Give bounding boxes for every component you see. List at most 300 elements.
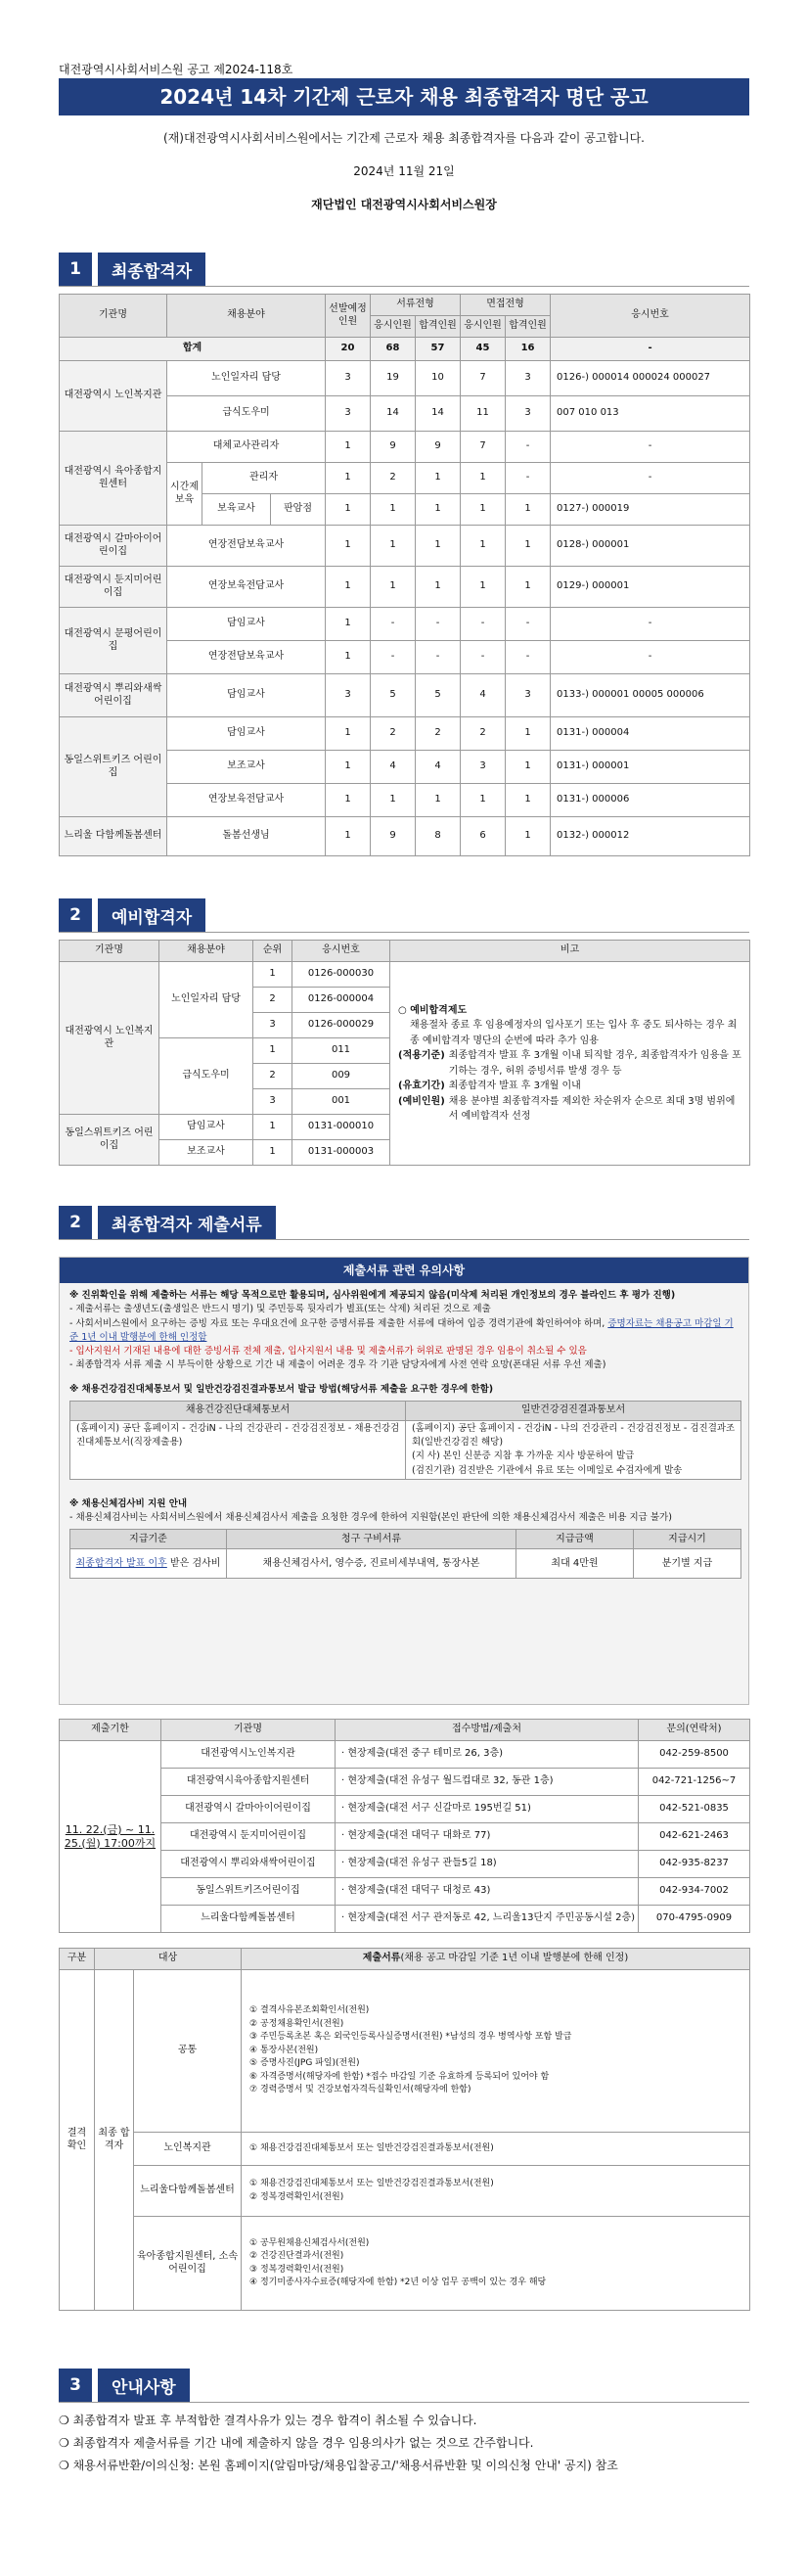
cell: 11 [461, 396, 506, 432]
cell: - [506, 641, 551, 674]
doc-item: ⑦ 경력증명서 및 건강보험자격득실확인서(해당자에 한함) [249, 2085, 471, 2095]
col-header: 지급금액 [516, 1530, 634, 1549]
cell: 9 [416, 432, 461, 463]
table-row [60, 1970, 750, 2133]
table-row [60, 717, 750, 751]
field-cell: 보육교사 [202, 494, 271, 526]
agency-cell: 대전광역시 둔지미어린이집 [161, 1823, 336, 1851]
health-title [69, 1383, 740, 1397]
cell: 1 [461, 526, 506, 567]
note-line: - 제출서류는 출생년도(출생일은 반드시 명기) 및 주민등록 뒷자리가 별표(또는 삭제) 처리된 것으로 제출 [69, 1304, 491, 1315]
id-cell: 0131-) 000004 [551, 717, 750, 751]
agency-cell: 대전광역시 육아종합지원센터 [60, 432, 167, 526]
col-doc-pass: 합격인원 [416, 316, 461, 338]
cell: 1 [461, 784, 506, 817]
id-cell: 0126-000030 [292, 962, 390, 988]
issuer-name: 재단법인 대전광역시사회서비스원장 [311, 198, 497, 211]
cell: - [506, 463, 551, 494]
cell: - [461, 641, 506, 674]
cell: 1 [371, 526, 416, 567]
section-divider [59, 1239, 749, 1240]
health-line: (검진기관) 검진받은 기관에서 유료 또는 이메일로 수검자에게 발송 [412, 1464, 683, 1476]
field-cell: 보조교사 [167, 751, 326, 784]
col-quota: 선발예정 인원 [326, 295, 371, 338]
table-row [60, 432, 750, 463]
agency-cell: 대전광역시 문평어린이집 [60, 608, 167, 674]
field-cell: 담임교사 [167, 717, 326, 751]
method-cell: · 현장제출(대전 서구 신갈마로 195번길 51) [336, 1796, 639, 1823]
required-docs-table [59, 1948, 750, 2311]
note-text: - 사회서비스원에서 요구하는 증빙 자료 또는 우대요건에 요구한 증명서류를 제출한 서류에 대하여 입증 경력기관에 확인하여야 하며, [69, 1317, 605, 1329]
cell: 1 [461, 567, 506, 608]
col-header: 청구 구비서류 [227, 1530, 516, 1549]
table-row [60, 1878, 750, 1906]
id-cell: 0131-) 000001 [551, 751, 750, 784]
doc-item: ⑥ 자격증명서(해당자에 한함) *접수 마감일 기준 유효하게 등록되어 있어야 함 [249, 2071, 550, 2082]
final-passers-table [59, 294, 750, 856]
cell: 1 [461, 463, 506, 494]
doc-item: ② 공정채용확인서(전원) [249, 2018, 344, 2029]
health-cell: (홈페이지) 공단 홈페이지 - 건강iN - 나의 건강관리 - 건강검진정보 - 채용건강검진대체통보서(직장제출용) [70, 1420, 406, 1479]
col-period: 제출기한 [60, 1720, 161, 1741]
rank-cell: 2 [253, 988, 292, 1013]
col-interview: 면접전형 [461, 295, 551, 316]
agency-cell: 동일스위트키즈 어린이집 [60, 1115, 159, 1166]
cell: 1 [506, 494, 551, 526]
cell: 1 [371, 567, 416, 608]
cell: - [461, 608, 506, 641]
docs-list [242, 1970, 750, 2133]
section-title: 예비합격자 [98, 898, 205, 932]
col-header: 채용건강진단대체통보서 [70, 1401, 406, 1420]
cell: 14 [416, 396, 461, 432]
section-title: 안내사항 [98, 2369, 190, 2402]
cell: 3 [461, 751, 506, 784]
remark-key: (예비인원) [398, 1095, 445, 1107]
section-3-header [59, 1206, 276, 1239]
cell: 7 [461, 361, 506, 396]
id-cell: 0126-000004 [292, 988, 390, 1013]
col-docs-note: (채용 공고 마감일 기준 1년 이내 발행분에 한해 인정) [400, 1953, 629, 1964]
cell: - [506, 432, 551, 463]
field-cell: 관리자 [202, 463, 326, 494]
col-agency: 기관명 [60, 295, 167, 338]
col-agency: 기관명 [161, 1720, 336, 1741]
id-cell: 0132-) 000012 [551, 817, 750, 856]
col-category: 구분 [60, 1949, 95, 1970]
section-1-header [59, 253, 205, 286]
exam-cell: 최대 4만원 [516, 1549, 634, 1579]
cell: 1 [326, 641, 371, 674]
group-cell: 시간제 보육 [167, 463, 202, 526]
table-row [60, 1769, 750, 1796]
note-line [69, 1289, 740, 1303]
docbox-title: 제출서류 관련 유의사항 [60, 1258, 748, 1283]
note-item: ❍ 최종합격자 제출서류를 기간 내에 제출하지 않을 경우 임용의사가 없는 것으로 간주합니다. [59, 2435, 534, 2450]
cell: 1 [506, 784, 551, 817]
total-row [60, 338, 750, 361]
id-cell: 007 010 013 [551, 396, 750, 432]
cell: 10 [416, 361, 461, 396]
doc-item: ③ 정복경력확인서(전원) [249, 2264, 344, 2275]
table-row [60, 962, 750, 988]
section-divider [59, 286, 749, 287]
col-header: 일반건강검진결과통보서 [406, 1401, 741, 1420]
agency-cell: 동일스위트키즈 어린이집 [60, 717, 167, 817]
table-row [60, 674, 750, 717]
cell: 16 [506, 338, 551, 361]
cell: 7 [461, 432, 506, 463]
agency-cell: 대전광역시 노인복지관 [60, 962, 159, 1115]
field-cell: 노인일자리 담당 [159, 962, 253, 1038]
cell: 1 [416, 463, 461, 494]
agency-cell: 대전광역시 뿌리와새싹어린이집 [60, 674, 167, 717]
field-cell: 담임교사 [167, 674, 326, 717]
cell: 57 [416, 338, 461, 361]
col-agency: 기관명 [60, 941, 159, 962]
rank-cell: 1 [253, 1038, 292, 1064]
method-cell: · 현장제출(대전 중구 테미로 26, 3층) [336, 1741, 639, 1769]
docs-list [242, 2133, 750, 2166]
table-row [60, 2217, 750, 2311]
health-line: (지 사) 본인 신분증 지참 후 가까운 지사 방문하여 발급 [412, 1450, 635, 1462]
section-4-header [59, 2369, 190, 2402]
cell: - [506, 608, 551, 641]
cell: - [551, 338, 750, 361]
section-number: 1 [59, 253, 92, 286]
exam-text: 받은 검사비 [166, 1557, 221, 1569]
table-row [60, 608, 750, 641]
col-header: 지급기준 [70, 1530, 227, 1549]
cell: 4 [416, 751, 461, 784]
agency-cell: 대전광역시육아종합지원센터 [161, 1769, 336, 1796]
reserve-passers-table [59, 940, 750, 1166]
table-row [60, 1906, 750, 1933]
field-cell: 연장보육전담교사 [167, 567, 326, 608]
cell: 1 [461, 494, 506, 526]
note-line [69, 1317, 740, 1346]
section-title: 최종합격자 [98, 253, 205, 286]
cell: - [371, 608, 416, 641]
id-cell: 0126-) 000014 000024 000027 [551, 361, 750, 396]
exam-fee-table [69, 1529, 741, 1579]
remark-text: 채용 분야별 최종합격자를 제외한 차순위자 순으로 최대 3명 범위에서 예비합격자 선정 [448, 1095, 736, 1122]
cell: 1 [326, 717, 371, 751]
table-row [60, 1823, 750, 1851]
section-title: 최종합격자 제출서류 [98, 1206, 276, 1239]
agency-cell: 동일스위트키즈어린이집 [161, 1878, 336, 1906]
cell: 14 [371, 396, 416, 432]
cell: - [371, 641, 416, 674]
table-row [60, 817, 750, 856]
cell: 1 [506, 526, 551, 567]
notice-number: 대전광역시사회서비스원 공고 제2024-118호 [59, 63, 293, 76]
exam-title [69, 1497, 740, 1511]
id-cell: - [551, 608, 750, 641]
cell: 1 [506, 817, 551, 856]
note-text: ※ 진위확인을 위해 제출하는 서류는 해당 목적으로만 활용되며, 심사위원에게 제공되지 않음(미삭제 처리된 개인정보의 경우 블라인드 후 평가 진행) [69, 1290, 676, 1301]
table-row [60, 2133, 750, 2166]
rank-cell: 3 [253, 1089, 292, 1115]
id-cell: 0131-) 000006 [551, 784, 750, 817]
agency-cell: 대전광역시 둔지미어린이집 [60, 567, 167, 608]
contact-cell: 042-934-7002 [639, 1878, 750, 1906]
section-divider [59, 2402, 749, 2403]
table-row [60, 526, 750, 567]
category-cell: 결격 확인 [60, 1970, 95, 2311]
cell: 1 [326, 784, 371, 817]
target-group: 느리울다함께돌봄센터 [134, 2166, 242, 2217]
id-cell: 0129-) 000001 [551, 567, 750, 608]
doc-item: ① 채용건강검진대체통보서 또는 일반건강검진결과통보서(전원) [249, 2179, 494, 2188]
cell: - [416, 641, 461, 674]
note-emphasis: 증명자료는 채용공고 마감일 기준 1년 이내 발행분에 한해 인정함 [69, 1317, 734, 1343]
health-line: (홈페이지) 공단 홈페이지 - 건강iN - 나의 건강관리 - 건강검진정보 - 검진결과조회(일반건강검진 해당) [412, 1422, 736, 1448]
table-row [60, 1741, 750, 1769]
agency-cell: 대전광역시 노인복지관 [60, 361, 167, 432]
cell: 1 [506, 717, 551, 751]
cell: 45 [461, 338, 506, 361]
exam-emphasis: 최종합격자 발표 이후 [75, 1557, 167, 1569]
id-cell: 0126-000029 [292, 1013, 390, 1038]
target-cell: 최종 합격자 [95, 1970, 134, 2311]
period-cell: 11. 22.(금) ~ 11. 25.(월) 17:00까지 [60, 1741, 161, 1933]
cell: 3 [506, 396, 551, 432]
section-number: 3 [59, 2369, 92, 2402]
doc-item: ③ 주민등록초본 혹은 외국인등록사실증명서(전원) *남성의 경우 병역사항 포함 발급 [249, 2032, 572, 2043]
target-group: 노인복지관 [134, 2133, 242, 2166]
note-item: ❍ 채용서류반환/이의신청: 본원 홈페이지(알림마당/채용입찰공고/'채용서류반환 및 이의신청 안내' 공지) 참조 [59, 2458, 618, 2472]
id-cell: 0128-) 000001 [551, 526, 750, 567]
cell: 9 [371, 817, 416, 856]
table-row [60, 1796, 750, 1823]
col-rank: 순위 [253, 941, 292, 962]
id-cell: 0131-000010 [292, 1115, 390, 1140]
col-field: 채용분야 [167, 295, 326, 338]
doc-item: ① 결격사유본조회확인서(전원) [249, 2005, 370, 2016]
cell: 6 [461, 817, 506, 856]
col-applicant-id: 응시번호 [551, 295, 750, 338]
target-group: 공통 [134, 1970, 242, 2133]
agency-cell: 느리울 다함께돌봄센터 [60, 817, 167, 856]
cell: 3 [326, 361, 371, 396]
cell: 1 [326, 567, 371, 608]
field-cell: 보조교사 [159, 1140, 253, 1166]
field-cell: 급식도우미 [167, 396, 326, 432]
remark-text: 최종합격자 발표 후 3개월 이내 [448, 1081, 581, 1091]
cell: 19 [371, 361, 416, 396]
cell: 1 [416, 526, 461, 567]
id-cell: - [551, 463, 750, 494]
note-text: ※ 채용건강검진대체통보서 및 일반건강검진결과통보서 발급 방법(해당서류 제출을 요구한 경우에 한함) [69, 1383, 494, 1395]
docs-list [242, 2166, 750, 2217]
page-title: 2024년 14차 기간제 근로자 채용 최종합격자 명단 공고 [59, 78, 749, 115]
cell: 2 [461, 717, 506, 751]
rank-cell: 3 [253, 1013, 292, 1038]
doc-item: ① 공무원채용신체검사서(전원) [249, 2237, 370, 2248]
col-docs [242, 1949, 750, 1970]
cell: 1 [506, 751, 551, 784]
section-2-header [59, 898, 205, 932]
agency-cell: 느리울다함께돌봄센터 [161, 1906, 336, 1933]
document-notes-box [59, 1257, 749, 1705]
exam-cell: 채용신체검사서, 영수증, 진료비세부내역, 통장사본 [227, 1549, 516, 1579]
col-field: 채용분야 [159, 941, 253, 962]
cell: 20 [326, 338, 371, 361]
col-target: 대상 [95, 1949, 242, 1970]
note-text: ※ 채용신체검사비 지원 안내 [69, 1497, 188, 1509]
health-cell [406, 1420, 741, 1479]
cell: 3 [326, 396, 371, 432]
id-cell: - [551, 641, 750, 674]
field-cell: 급식도우미 [159, 1038, 253, 1115]
rank-cell: 2 [253, 1064, 292, 1089]
col-docs-label: 제출서류 [362, 1953, 401, 1964]
contact-cell: 042-721-1256~7 [639, 1769, 750, 1796]
contact-cell: 042-521-0835 [639, 1796, 750, 1823]
id-cell: 011 [292, 1038, 390, 1064]
table-row [60, 1851, 750, 1878]
method-cell: · 현장제출(대전 서구 관저동로 42, 느리울13단지 주민공동시설 2층) [336, 1906, 639, 1933]
section-number: 2 [59, 1206, 92, 1239]
doc-item: ① 채용건강검진대체통보서 또는 일반건강검진결과통보서(전원) [249, 2142, 494, 2153]
method-cell: · 현장제출(대전 유성구 관들5길 18) [336, 1851, 639, 1878]
id-cell: 0133-) 000001 00005 000006 [551, 674, 750, 717]
col-int-applicants: 응시인원 [461, 316, 506, 338]
remark-title: ○ 예비합격제도 [398, 1004, 468, 1016]
branch-cell: 판암점 [271, 494, 326, 526]
doc-item: ⑤ 증명사진(JPG 파일)(전원) [249, 2058, 360, 2069]
rank-cell: 1 [253, 1115, 292, 1140]
rank-cell: 1 [253, 962, 292, 988]
health-cert-table [69, 1401, 741, 1480]
contact-cell: 042-259-8500 [639, 1741, 750, 1769]
cell: 1 [326, 751, 371, 784]
contact-cell: 042-621-2463 [639, 1823, 750, 1851]
cell: 4 [371, 751, 416, 784]
field-cell: 연장전담보육교사 [167, 641, 326, 674]
docs-list [242, 2217, 750, 2311]
exam-note: - 채용신체검사비는 사회서비스원에서 채용신체검사서 제출을 요청한 경우에 한하여 지원함(본인 판단에 의한 채용신체검사서 제출은 비용 지급 불가) [69, 1512, 672, 1523]
cell: 1 [326, 494, 371, 526]
remark-text: 채용절차 종료 후 임용예정자의 입사포기 또는 입사 후 중도 퇴사하는 경우 최종 예비합격자 명단의 순번에 따라 추가 임용 [410, 1020, 738, 1046]
cell: 1 [326, 817, 371, 856]
cell: 1 [326, 463, 371, 494]
remark-key: (유효기간) [398, 1081, 445, 1091]
col-method: 접수방법/제출처 [336, 1720, 639, 1741]
agency-cell: 대전광역시 갈마아이어린이집 [161, 1796, 336, 1823]
exam-cell [70, 1549, 227, 1579]
cell: 8 [416, 817, 461, 856]
doc-item: ② 건강진단결과서(전원) [249, 2251, 344, 2261]
cell: 5 [416, 674, 461, 717]
method-cell: · 현장제출(대전 대덕구 대청로 43) [336, 1878, 639, 1906]
field-cell: 노인일자리 담당 [167, 361, 326, 396]
cell: 1 [506, 567, 551, 608]
exam-cell: 분기별 지급 [634, 1549, 741, 1579]
col-header: 지급시기 [634, 1530, 741, 1549]
cell: 68 [371, 338, 416, 361]
col-int-pass: 합격인원 [506, 316, 551, 338]
agency-cell: 대전광역시 갈마아이어린이집 [60, 526, 167, 567]
col-doc-applicants: 응시인원 [371, 316, 416, 338]
section-number: 2 [59, 898, 92, 932]
col-applicant-id: 응시번호 [292, 941, 390, 962]
table-row [60, 567, 750, 608]
contact-cell: 070-4795-0909 [639, 1906, 750, 1933]
col-doc-screening: 서류전형 [371, 295, 461, 316]
table-row [60, 361, 750, 396]
field-cell: 연장보육전담교사 [167, 784, 326, 817]
doc-item: ② 정복경력확인서(전원) [249, 2191, 344, 2202]
id-cell: 0127-) 000019 [551, 494, 750, 526]
cell: 1 [326, 608, 371, 641]
contact-cell: 042-935-8237 [639, 1851, 750, 1878]
total-label: 합계 [60, 338, 326, 361]
cell: 3 [326, 674, 371, 717]
table-row [60, 2166, 750, 2217]
doc-item: ④ 통장사본(전원) [249, 2045, 319, 2055]
cell: - [416, 608, 461, 641]
cell: 1 [371, 784, 416, 817]
cell: 4 [461, 674, 506, 717]
method-cell: · 현장제출(대전 유성구 월드컵대로 32, 동관 1층) [336, 1769, 639, 1796]
method-cell: · 현장제출(대전 대덕구 대화로 77) [336, 1823, 639, 1851]
field-cell: 담임교사 [167, 608, 326, 641]
field-cell: 대체교사관리자 [167, 432, 326, 463]
id-cell: 0131-000003 [292, 1140, 390, 1166]
cell: 1 [326, 432, 371, 463]
rank-cell: 1 [253, 1140, 292, 1166]
id-cell: 001 [292, 1089, 390, 1115]
cell: 2 [416, 717, 461, 751]
notes-list [59, 2410, 749, 2476]
id-cell: - [551, 432, 750, 463]
cell: 2 [371, 717, 416, 751]
notice-date: 2024년 11월 21일 [353, 164, 455, 178]
doc-item: ④ 정기미종사자수료증(해당자에 한함) *2년 이상 업무 공백이 있는 경우 해당 [249, 2277, 547, 2287]
section-divider [59, 932, 749, 933]
intro-text: (재)대전광역시사회서비스원에서는 기간제 근로자 채용 최종합격자를 다음과 같이 공고합니다. [163, 131, 645, 145]
cell: 1 [416, 784, 461, 817]
col-remark: 비고 [390, 941, 750, 962]
note-item: ❍ 최종합격자 발표 후 부적합한 결격사유가 있는 경우 합격이 취소될 수 있습니다. [59, 2414, 477, 2427]
agency-cell: 대전광역시노인복지관 [161, 1741, 336, 1769]
remark-text: 최종합격자 발표 후 3개월 이내 퇴직할 경우, 최종합격자가 임용을 포기하는 경우, 허위 증빙서류 발생 경우 등 [448, 1050, 741, 1077]
remark-key: (적용기준) [398, 1050, 445, 1061]
cell: 1 [416, 567, 461, 608]
id-cell: 009 [292, 1064, 390, 1089]
cell: 1 [326, 526, 371, 567]
reserve-remark [390, 962, 750, 1166]
cell: 1 [371, 494, 416, 526]
cell: 9 [371, 432, 416, 463]
note-line: - 입사지원서 기재된 내용에 대한 증빙서류 전체 제출, 입사지원서 내용 및 제출서류가 허위로 판명된 경우 임용이 취소될 수 있음 [69, 1346, 587, 1357]
target-group: 육아종합지원센터, 소속 어린이집 [134, 2217, 242, 2311]
note-line: - 최종합격자 서류 제출 시 부득이한 상황으로 기간 내 제출이 어려운 경우 각 기관 담당자에게 사전 연락 요망(폰대된 서류 우선 제출) [69, 1359, 606, 1371]
submission-table [59, 1719, 750, 1933]
field-cell: 담임교사 [159, 1115, 253, 1140]
field-cell: 연장전담보육교사 [167, 526, 326, 567]
cell: 2 [371, 463, 416, 494]
cell: 3 [506, 361, 551, 396]
col-contact: 문의(연락처) [639, 1720, 750, 1741]
cell: 1 [416, 494, 461, 526]
agency-cell: 대전광역시 뿌리와새싹어린이집 [161, 1851, 336, 1878]
cell: 3 [506, 674, 551, 717]
cell: 5 [371, 674, 416, 717]
field-cell: 돌봄선생님 [167, 817, 326, 856]
